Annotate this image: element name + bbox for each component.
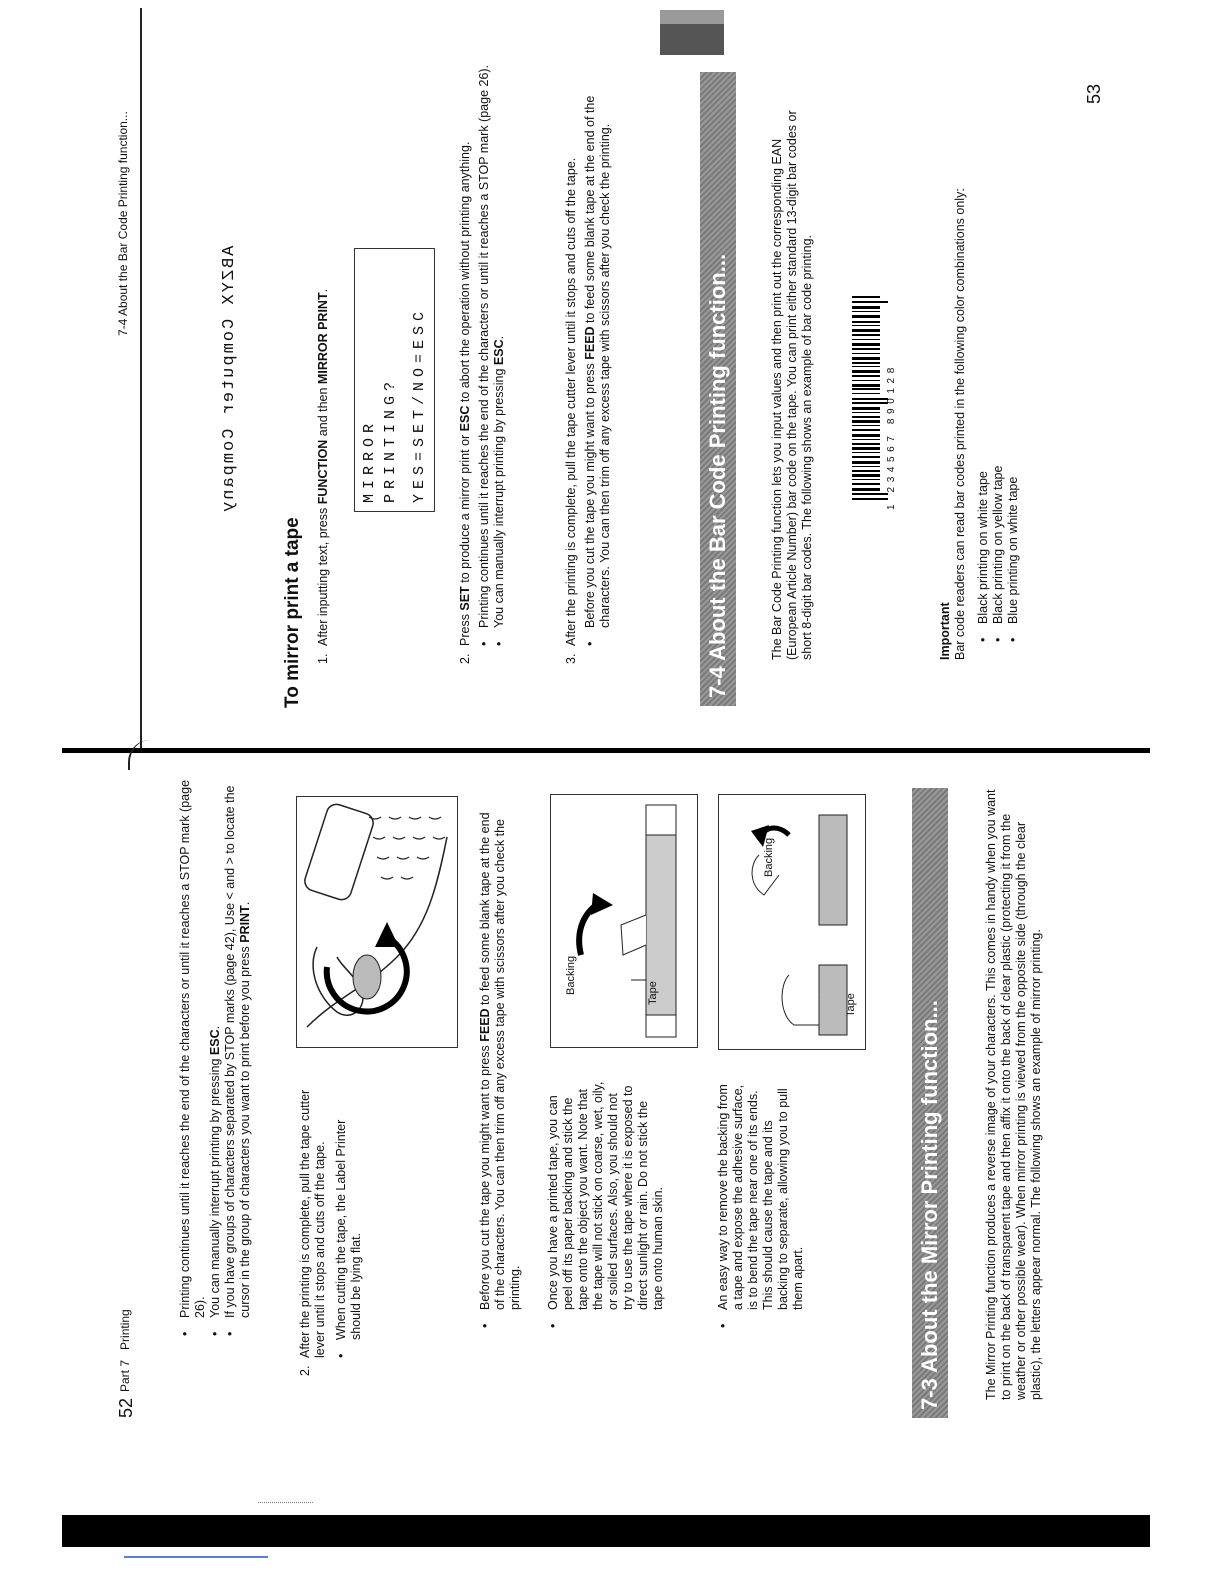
- mirror-intro: The Mirror Printing function produces a reverse image of your characters. This comes in handy when you want to print on the back of transparent tape and then affix it onto the back of clear plastic (protecting it from the weather or other possible wear). When mirror printing is viewed from the opposite side (through the clear plastic), the letters appear normal. The following shows an example of mirror printing.: [984, 789, 1043, 1400]
- lcd-display: [354, 248, 435, 512]
- lcd-line: YES=SET/NO=ESC: [411, 306, 428, 503]
- right-step-3: 3. After the printing is complete, pull the tape cutter lever until it stops and cuts off the tape. • Before you cut the tape you might want to press FEED to feed some blank tape at the end of the characters. You can then trim off any excess tape with scissors after you check the printing.: [564, 64, 613, 664]
- dotted-mark: [258, 1502, 313, 1504]
- sub-bullet: • You can manually interrupt printing by pressing ESC.: [492, 335, 506, 646]
- left-page-number: 52: [116, 1397, 136, 1418]
- bullet-item: • You can manually interrupt printing by pressing ESC.: [208, 1025, 222, 1336]
- important-label: Important: [938, 602, 952, 660]
- bend-illustration: [718, 794, 866, 1050]
- spine-bar: [62, 748, 1150, 753]
- page-rule-curve: [128, 740, 152, 770]
- left-peel-note: • Once you have a printed tape, you can peel off its paper backing and stick the tape onto the object you want. Note that the tape will not stick on coarse, wet, oily, or soiled surfaces. Also, you should not try to use the tape where it is exposed to direct sunlight or rain. Do not stick the tape onto human skin.: [546, 1081, 665, 1328]
- right-running-header: 7-4 About the Bar Code Printing function...: [116, 111, 130, 336]
- right-page-number: 53: [1084, 83, 1104, 104]
- section-banner-7-4: 7-4 About the Bar Code Printing function...: [700, 72, 736, 706]
- list-item: • Black printing on white tape: [976, 471, 990, 642]
- scan-line: [124, 1556, 268, 1558]
- page-edge-bar: [62, 1515, 1150, 1547]
- peel-illustration: [550, 794, 698, 1048]
- tape-label: Tape: [647, 981, 659, 1005]
- list-item: • Blue printing on white tape: [1006, 476, 1020, 642]
- sub-bullet: • Before you cut the tape you might want to press FEED to feed some blank tape at the end of the characters. You can then trim off any excess tape with scissors after you check the printing.: [583, 95, 612, 646]
- thumb-tab: [660, 10, 724, 55]
- page-rule: [140, 8, 142, 748]
- barcode-digits: 1 234567 890128: [886, 363, 897, 510]
- section-banner-7-3: 7-3 About the Mirror Printing function...: [912, 788, 948, 1418]
- sub-bullet: • When cutting the tape, the Label Printer should be lying flat.: [334, 1119, 363, 1358]
- important-note: [938, 60, 1021, 660]
- mirror-heading: To mirror print a tape: [282, 517, 303, 708]
- left-easy-note: • An easy way to remove the backing from a tape and expose the adhesive surface, is to bend the tape near one of its ends. This should cause the tape and its backing to separate, allowing you to pull them apart.: [716, 1084, 805, 1328]
- right-step-2: 2. Press SET to produce a mirror print or ESC to abort the operation without printing anything. • Printing continues until it reaches the end of the characters or until it reaches a STOP mark (page 26). • You can manually interrupt printing by pressing ESC.: [458, 64, 506, 664]
- left-step-2: [298, 1086, 364, 1376]
- right-step-1: 1. After inputting text, press FUNCTION and then MIRROR PRINT.: [316, 288, 330, 664]
- bullet-item: • If you have groups of characters separated by STOP marks (page 42), Use < and > to locate the cursor in the group of characters you want to print before you press PRINT.: [223, 785, 252, 1336]
- step-item: 2. After the printing is complete, pull the tape cutter lever until it stops and cuts off the tape.: [298, 1089, 327, 1376]
- backing-label: Backing: [763, 837, 775, 877]
- lcd-line: MIRROR: [361, 418, 378, 503]
- backing-label: Backing: [565, 955, 577, 995]
- important-text: Bar code readers can read bar codes printed in the following color combinations only:: [953, 188, 967, 660]
- barcode-intro: The Bar Code Printing function lets you input values and then print out the corresponding EAN (European Article Number) bar code on the tape. You can print either standard 13-digit bar codes or short 8-digit bar codes. The following shows an example of bar code printing.: [770, 110, 814, 660]
- tape-label: Tape: [845, 993, 857, 1017]
- lcd-line: PRINTING?: [382, 376, 399, 503]
- cutter-illustration: [296, 796, 458, 1048]
- sub-bullet: • Printing continues until it reaches the end of the characters or until it reaches a STOP mark (page 26).: [477, 64, 491, 646]
- mirror-sample: ABZYX Computer Company: [220, 245, 239, 515]
- left-feed-note: • Before you cut the tape you might want to press FEED to feed some blank tape at the end of the characters. You can then trim off any excess tape with scissors after you check the printing.: [478, 812, 522, 1328]
- left-running-header: Part 7 Printing: [118, 1309, 132, 1392]
- bullet-item: • Printing continues until it reaches the end of the characters or until it reaches a STOP mark (page 26).: [178, 779, 207, 1336]
- list-item: • Black printing on yellow tape: [991, 465, 1005, 642]
- left-top-bullets: [178, 776, 253, 1336]
